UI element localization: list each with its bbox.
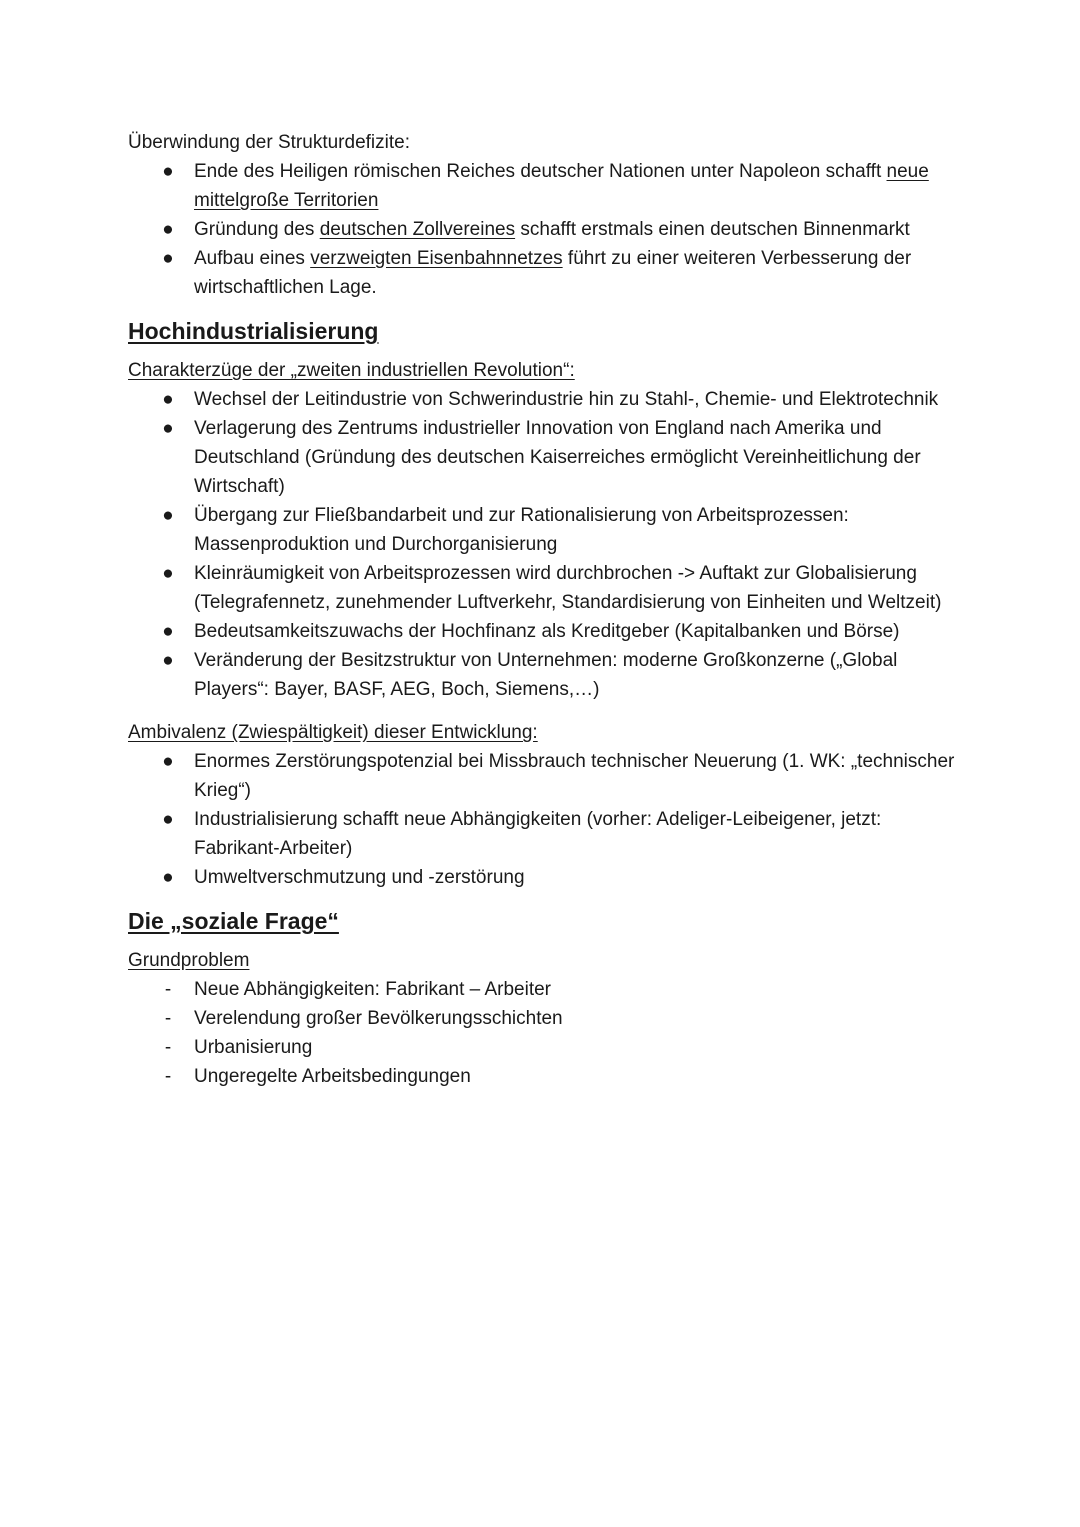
underlined-term: neue mittelgroße Territorien — [194, 161, 929, 211]
list-item — [128, 559, 958, 617]
list-item — [128, 1004, 958, 1033]
item-text: Verlagerung des Zentrums industrieller Innovation von England nach Amerika und Deutschland (Gründung des deutschen Kaiserreiches ermöglicht Vereinheitlichung der Wirtschaft) — [194, 418, 921, 497]
document-content — [128, 128, 958, 1091]
bullet-icon: ● — [162, 563, 174, 584]
strukturdefizite-list — [128, 157, 958, 302]
item-text: Neue Abhängigkeiten: Fabrikant – Arbeiter — [194, 979, 552, 1000]
bullet-icon: ● — [162, 621, 174, 642]
subheading-ambivalenz: Ambivalenz (Zwiespältigkeit) dieser Entwicklung: — [128, 722, 538, 743]
item-text: Übergang zur Fließbandarbeit und zur Rationalisierung von Arbeitsprozessen: Massenproduktion und Durchorganisierung — [194, 505, 849, 555]
list-item — [128, 975, 958, 1004]
list-item — [128, 1033, 958, 1062]
item-text: Umweltverschmutzung und -zerstörung — [194, 867, 525, 888]
list-item — [128, 1062, 958, 1091]
bullet-icon: ● — [162, 751, 174, 772]
bullet-icon: ● — [162, 418, 174, 439]
heading-soziale-frage: Die „soziale Frage“ — [128, 908, 339, 934]
subheading-charakterzuege: Charakterzüge der „zweiten industriellen Revolution“: — [128, 360, 575, 381]
item-text: Ende des Heiligen römischen Reiches deutscher Nationen unter Napoleon schafft — [194, 161, 887, 182]
dash-icon: - — [164, 1037, 172, 1058]
subheading-grundproblem: Grundproblem — [128, 950, 250, 971]
item-text: Ungeregelte Arbeitsbedingungen — [194, 1066, 471, 1087]
ambivalenz-list — [128, 747, 958, 892]
list-item — [128, 863, 958, 892]
bullet-icon: ● — [162, 248, 174, 269]
underlined-term: verzweigten Eisenbahnnetzes — [310, 248, 563, 269]
underlined-term: deutschen Zollvereines — [319, 219, 516, 240]
item-text: schafft erstmals einen deutschen Binnenmarkt — [515, 219, 910, 240]
list-item — [128, 414, 958, 501]
bullet-icon: ● — [162, 505, 174, 526]
bullet-icon: ● — [162, 650, 174, 671]
list-item — [128, 385, 958, 414]
item-text: Gründung des — [194, 219, 320, 240]
item-text: Urbanisierung — [194, 1037, 313, 1058]
list-item — [128, 617, 958, 646]
bullet-icon: ● — [162, 867, 174, 888]
list-item — [128, 501, 958, 559]
list-item — [128, 244, 958, 302]
dash-icon: - — [164, 979, 172, 1000]
list-item — [128, 747, 958, 805]
section-title-strukturdefizite: Überwindung der Strukturdefizite: — [128, 132, 410, 153]
dash-icon: - — [164, 1008, 172, 1029]
grundproblem-list — [128, 975, 958, 1091]
charakterzuege-list — [128, 385, 958, 704]
dash-icon: - — [164, 1066, 172, 1087]
heading-hochindustrialisierung: Hochindustrialisierung — [128, 318, 379, 344]
item-text: Kleinräumigkeit von Arbeitsprozessen wird durchbrochen -> Auftakt zur Globalisierung (Telegrafennetz, zunehmender Luftverkehr, Standardisierung von Einheiten und Weltzeit) — [194, 563, 942, 613]
bullet-icon: ● — [162, 161, 174, 182]
list-item — [128, 157, 958, 215]
list-item — [128, 215, 958, 244]
list-item — [128, 805, 958, 863]
item-text: Industrialisierung schafft neue Abhängigkeiten (vorher: Adeliger-Leibeigener, jetzt: Fabrikant-Arbeiter) — [194, 809, 882, 859]
item-text: Enormes Zerstörungspotenzial bei Missbrauch technischer Neuerung (1. WK: „technischer Krieg“) — [194, 751, 955, 801]
item-text: Verelendung großer Bevölkerungsschichten — [194, 1008, 563, 1029]
item-text: Aufbau eines — [194, 248, 311, 269]
bullet-icon: ● — [162, 389, 174, 410]
list-item — [128, 646, 958, 704]
bullet-icon: ● — [162, 809, 174, 830]
item-text: Veränderung der Besitzstruktur von Unternehmen: moderne Großkonzerne („Global Players“: Bayer, BASF, AEG, Boch, Siemens,…) — [194, 650, 898, 700]
bullet-icon: ● — [162, 219, 174, 240]
item-text: Wechsel der Leitindustrie von Schwerindustrie hin zu Stahl-, Chemie- und Elektrotechnik — [194, 389, 939, 410]
item-text: Bedeutsamkeitszuwachs der Hochfinanz als Kreditgeber (Kapitalbanken und Börse) — [194, 621, 900, 642]
item-text: führt zu einer weiteren Verbesserung der wirtschaftlichen Lage. — [194, 248, 912, 298]
